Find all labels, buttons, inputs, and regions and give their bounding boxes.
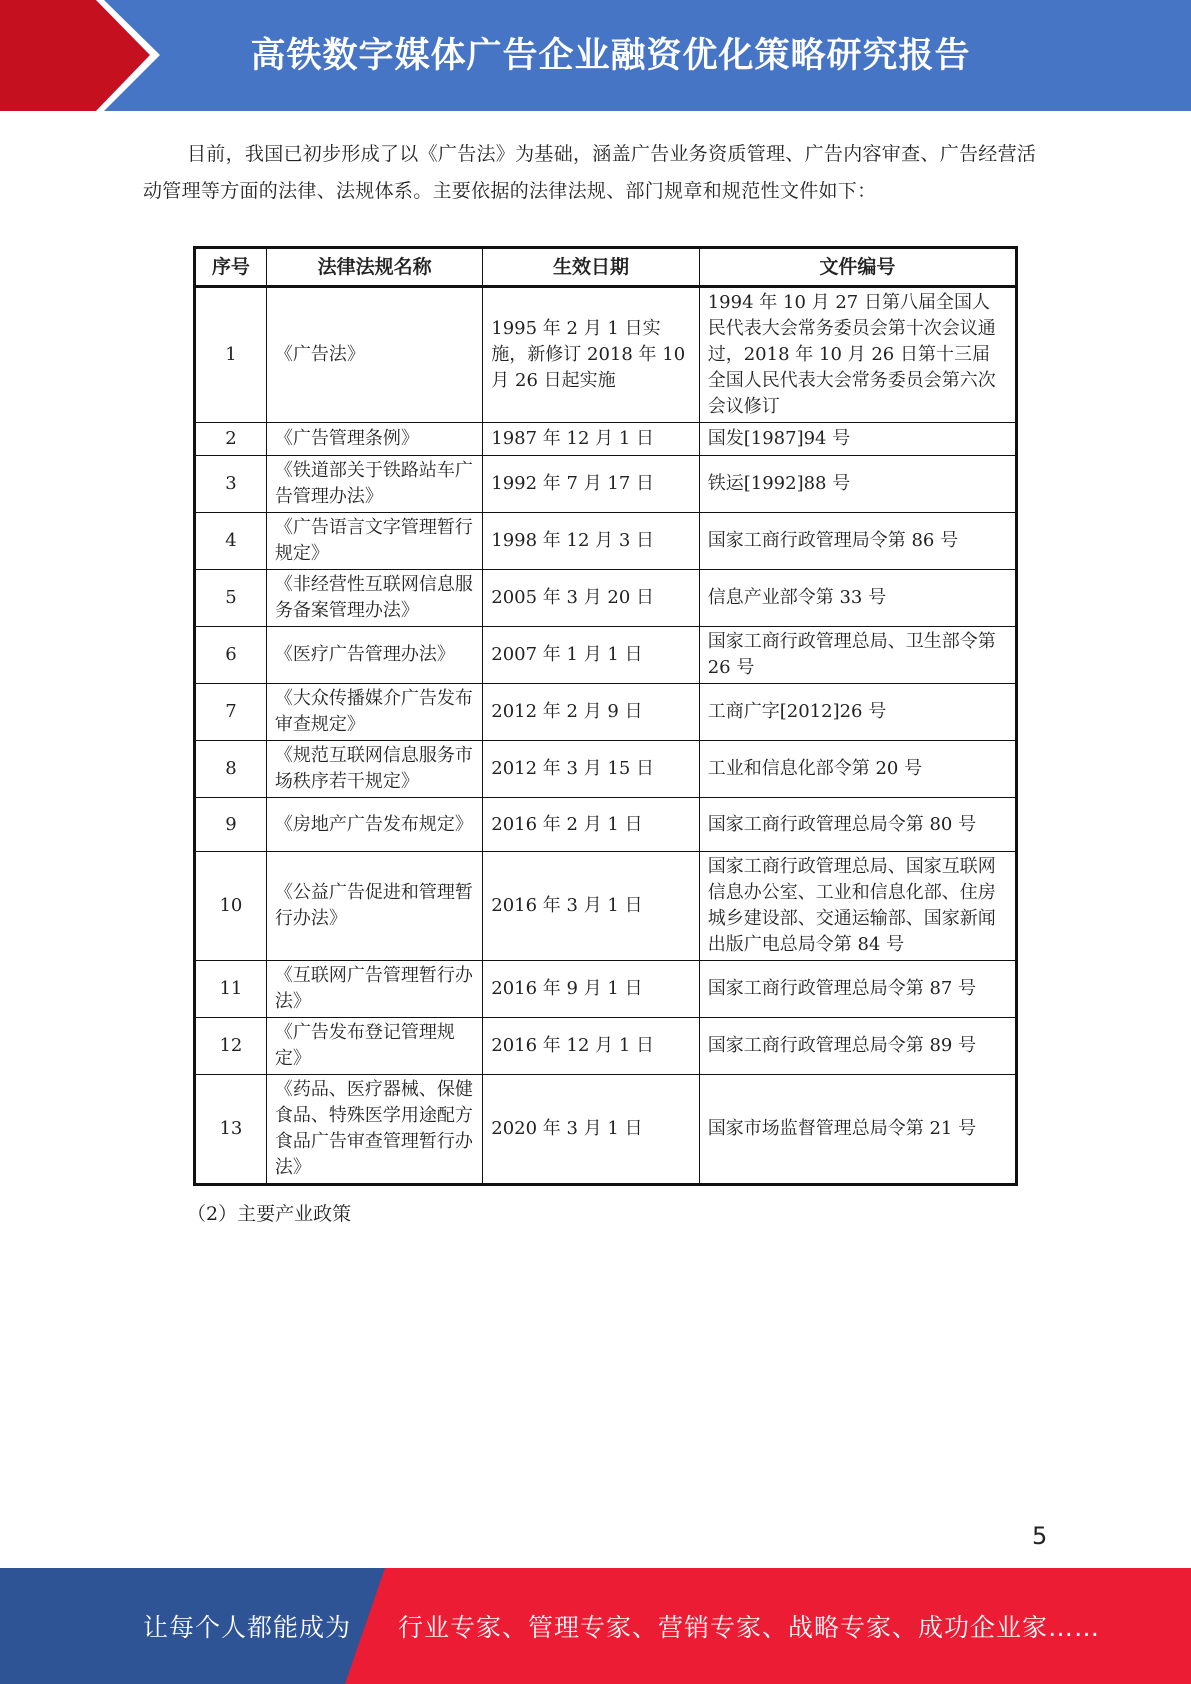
row-doc: 工业和信息化部令第 20 号 (699, 741, 1016, 798)
row-name: 《药品、医疗器械、保健食品、特殊医学用途配方食品广告审查管理暂行办法》 (266, 1075, 482, 1185)
laws-table (193, 246, 1018, 1186)
row-doc: 国家工商行政管理总局、国家互联网信息办公室、工业和信息化部、住房城乡建设部、交通运输部、国家新闻出版广电总局令第 84 号 (699, 852, 1016, 961)
header-doc: 文件编号 (699, 248, 1016, 287)
row-name: 《广告管理条例》 (266, 423, 482, 456)
row-no: 3 (195, 456, 267, 513)
row-date: 2012 年 3 月 15 日 (483, 741, 699, 798)
row-doc: 1994 年 10 月 27 日第八届全国人民代表大会常务委员会第十次会议通过，2018 年 10 月 26 日第十三届全国人民代表大会常务委员会第六次会议修订 (699, 287, 1016, 423)
row-no: 7 (195, 684, 267, 741)
table-row (195, 1075, 1017, 1185)
row-date: 1998 年 12 月 3 日 (483, 513, 699, 570)
row-no: 4 (195, 513, 267, 570)
table-row (195, 852, 1017, 961)
table-row (195, 961, 1017, 1018)
row-date: 2016 年 3 月 1 日 (483, 852, 699, 961)
table-row (195, 287, 1017, 423)
section-heading: （2）主要产业政策 (187, 1203, 352, 1225)
row-no: 12 (195, 1018, 267, 1075)
header-no: 序号 (195, 248, 267, 287)
row-date: 2012 年 2 月 9 日 (483, 684, 699, 741)
row-name: 《广告法》 (266, 287, 482, 423)
row-no: 13 (195, 1075, 267, 1185)
row-date: 2016 年 12 月 1 日 (483, 1018, 699, 1075)
row-name: 《公益广告促进和管理暂行办法》 (266, 852, 482, 961)
row-date: 2016 年 9 月 1 日 (483, 961, 699, 1018)
row-name: 《非经营性互联网信息服务备案管理办法》 (266, 570, 482, 627)
row-no: 8 (195, 741, 267, 798)
row-no: 9 (195, 798, 267, 852)
header-date: 生效日期 (483, 248, 699, 287)
row-date: 2016 年 2 月 1 日 (483, 798, 699, 852)
table-header-row (195, 248, 1017, 287)
row-doc: 国家工商行政管理总局令第 89 号 (699, 1018, 1016, 1075)
document-title: 高铁数字媒体广告企业融资优化策略研究报告 (250, 36, 971, 76)
row-doc: 信息产业部令第 33 号 (699, 570, 1016, 627)
row-name: 《规范互联网信息服务市场秩序若干规定》 (266, 741, 482, 798)
row-doc: 国发[1987]94 号 (699, 423, 1016, 456)
row-name: 《互联网广告管理暂行办法》 (266, 961, 482, 1018)
table-row (195, 456, 1017, 513)
row-date: 1987 年 12 月 1 日 (483, 423, 699, 456)
row-no: 10 (195, 852, 267, 961)
row-name: 《大众传播媒介广告发布审查规定》 (266, 684, 482, 741)
row-doc: 国家工商行政管理总局、卫生部令第 26 号 (699, 627, 1016, 684)
row-date: 1995 年 2 月 1 日实施，新修订 2018 年 10 月 26 日起实施 (483, 287, 699, 423)
table-row (195, 627, 1017, 684)
row-date: 2020 年 3 月 1 日 (483, 1075, 699, 1185)
footer-banner (0, 1568, 1191, 1684)
table-row (195, 741, 1017, 798)
row-doc: 国家市场监督管理总局令第 21 号 (699, 1075, 1016, 1185)
row-name: 《铁道部关于铁路站车广告管理办法》 (266, 456, 482, 513)
row-doc: 国家工商行政管理总局令第 87 号 (699, 961, 1016, 1018)
row-date: 1992 年 7 月 17 日 (483, 456, 699, 513)
row-date: 2007 年 1 月 1 日 (483, 627, 699, 684)
row-name: 《医疗广告管理办法》 (266, 627, 482, 684)
header-banner (0, 0, 1191, 111)
table-row (195, 798, 1017, 852)
table-row (195, 570, 1017, 627)
row-doc: 工商广字[2012]26 号 (699, 684, 1016, 741)
row-name: 《广告发布登记管理规定》 (266, 1018, 482, 1075)
row-no: 2 (195, 423, 267, 456)
row-no: 6 (195, 627, 267, 684)
row-no: 11 (195, 961, 267, 1018)
intro-paragraph: 目前，我国已初步形成了以《广告法》为基础，涵盖广告业务资质管理、广告内容审查、广告经营活动管理等方面的法律、法规体系。主要依据的法律法规、部门规章和规范性文件如下： (143, 143, 1037, 202)
footer-slogan-left: 让每个人都能成为 (143, 1613, 352, 1642)
row-name: 《广告语言文字管理暂行规定》 (266, 513, 482, 570)
table-row (195, 513, 1017, 570)
footer-slogan-right: 行业专家、管理专家、营销专家、战略专家、成功企业家…… (398, 1613, 1101, 1642)
row-doc: 国家工商行政管理总局令第 80 号 (699, 798, 1016, 852)
row-doc: 国家工商行政管理局令第 86 号 (699, 513, 1016, 570)
row-name: 《房地产广告发布规定》 (266, 798, 482, 852)
row-no: 5 (195, 570, 267, 627)
table-row (195, 1018, 1017, 1075)
header-name: 法律法规名称 (266, 248, 482, 287)
row-doc: 铁运[1992]88 号 (699, 456, 1016, 513)
row-no: 1 (195, 287, 267, 423)
row-date: 2005 年 3 月 20 日 (483, 570, 699, 627)
page-number: 5 (1032, 1522, 1048, 1550)
table-row (195, 684, 1017, 741)
table-row (195, 423, 1017, 456)
